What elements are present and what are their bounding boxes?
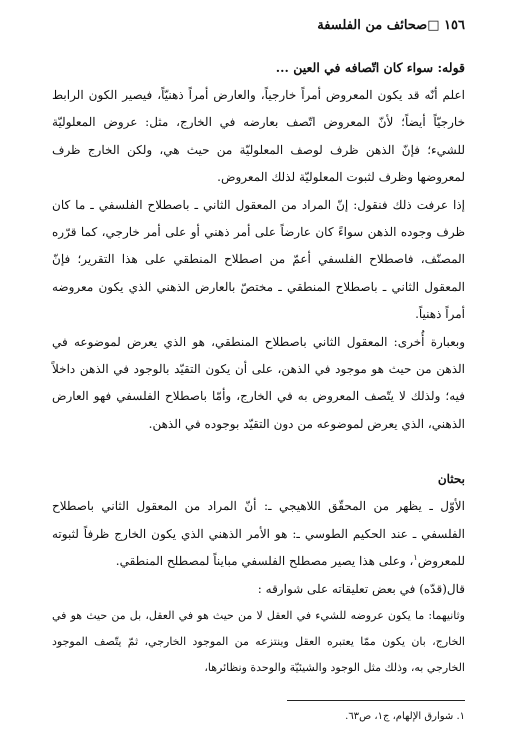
block-quote: وثانيهما: ما يكون عروضه للشيء في العقل لا من حيث هو في العقل، بل من حيث هو في الخارج، بان يكون ممّا يعتبره العقل وينتزعه من الموجود الخارجي، ثمّ يتّصف الموجود الخارجي به، وذلك مثل الوجود والشيئيّة والوحدة ونظائرها، [52,608,465,674]
footnote-separator [287,700,465,701]
paragraph: اعلم أنّه قد يكون المعروض أمراً خارجياً، والعارض أمراً ذهنيّاً، فيصير الكون الرابط خارجيّاً أيضاً؛ لأنّ المعروض اتّصف بعارضه في الخارج، مثل: عروض المعلوليّة للشيء؛ فإنّ الذهن ظرف لوصف المعلوليّة من حيث هي، ولكن الخارج ظرف لمعروضها وظرف لثبوت المعلوليّة لذلك المعروض. [52,88,465,185]
paragraph: إذا عرفت ذلك فنقول: إنّ المراد من المعقول الثاني ـ باصطلاح الفلسفي ـ ما كان ظرف وجوده الذهن سواءً كان عارضاً على أمر ذهني أو على أمر خارجي، كما قرّره المصنّف، فاصطلاح الفلسفي أعمّ من اصطلاح المنطقي على هذا التقرير؛ فإنّ المعقول الثاني ـ باصطلاح المنطقي ـ مختصّ بالعارض الذهني الذي يكون معروضه أمراً ذهنياً. [52,197,465,322]
paragraph-text: الأوّل ـ يظهر من المحقّق اللاهيجي ـ: أنّ المراد من المعقول الثاني باصطلاح الفلسفي ـ عند الحكيم الطوسي ـ: هو الأمر الذهني الذي يكون الخارج ظرفاً لثبوته للمعروض [52,499,465,569]
footnote-reference: ١ [413,553,418,563]
paragraph: وبعبارة أُخرى: المعقول الثاني باصطلاح المنطقي، هو الذي يعرض لموضوعه في الذهن من حيث هو موجود في الذهن، على أن يكون التقيّد بالوجود في الذهن داخلاً فيه؛ ولذلك لا يتّصف المعروض به في الخارج، وأمّا باصطلاح الفلسفي فهو العارض الذهني، الذي يعرض لموضوعه من دون التقيّد بوجوده في الذهن. [52,334,465,431]
running-header: ١٥٦ □صحائف من الفلسفة [317,18,465,33]
quote-intro: قال(قدّه) في بعض تعليقاته على شوارقه : [257,581,465,596]
section-spacer [52,438,465,465]
page-body [52,54,465,681]
footnote: ١. شوارق الإلهام، ج١، ص٦٣. [345,711,465,722]
section-title: بحثان [437,472,465,487]
paragraph-text: ، وعلى هذا يصير مصطلح الفلسفي مبايناً لمصطلح المنطقي. [115,554,414,569]
commentary-lead: قوله: سواء كان اتّصافه في العين ... [275,60,465,75]
paragraph-first-discussion [52,493,465,575]
